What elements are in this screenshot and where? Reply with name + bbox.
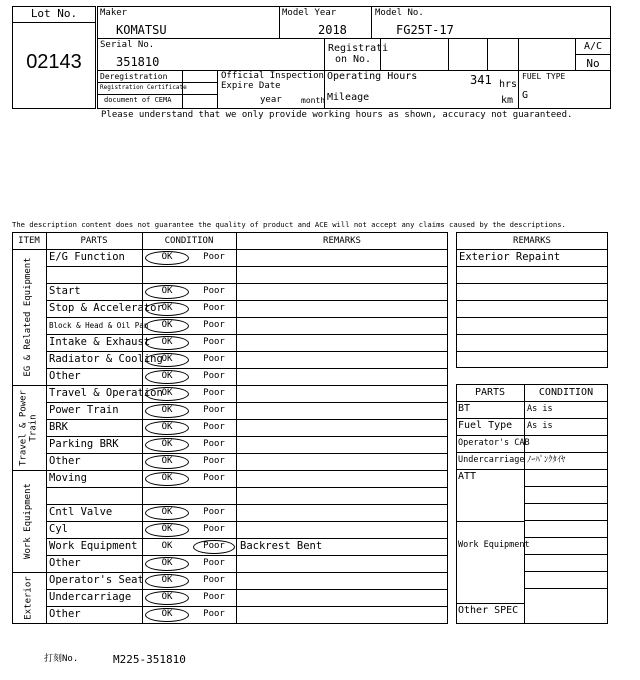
year-label: year [260, 95, 282, 105]
ok-selected-circle [145, 421, 189, 435]
remarks-header: REMARKS [323, 236, 361, 246]
parts-table-part: Work Equipment [458, 540, 530, 550]
part-label: Block & Head & Oil Pan [49, 321, 149, 330]
ok-selected-circle [145, 574, 189, 588]
part-label: Intake & Exhaust [49, 336, 151, 348]
group-label: Work Equipment [23, 483, 34, 559]
stamp-no-value: M225-351810 [113, 653, 186, 666]
parts-table-part: BT [458, 403, 471, 414]
poor-selected-circle [193, 540, 235, 554]
parts-table-part: Operator's CAB [458, 438, 530, 448]
part-label: Moving [49, 472, 87, 484]
part-label: Other [49, 608, 81, 620]
condition-header: CONDITION [164, 236, 214, 246]
ok-option[interactable]: OK [161, 303, 173, 313]
part-label: Other [49, 370, 81, 382]
part-label: Radiator & Cooling [49, 353, 163, 365]
inspection-label: Official Inspection Expire Date [221, 71, 324, 91]
part-label: Cyl [49, 523, 68, 535]
poor-option[interactable]: Poor [203, 371, 225, 381]
disclaimer: The description content does not guarantee the quality of product and ACE will not accept any claims caused by the descriptions. [12, 220, 566, 229]
part-label: E/G Function [49, 251, 125, 263]
poor-option[interactable]: Poor [203, 388, 225, 398]
part-label: Parking BRK [49, 438, 119, 450]
group-label: Exterior [23, 575, 34, 620]
parts-table-part: Undercarriage [458, 455, 525, 465]
parts-header: PARTS [80, 236, 108, 246]
poor-option[interactable]: Poor [203, 456, 225, 466]
parts-table-part: ATT [458, 471, 477, 482]
ok-selected-circle [145, 438, 189, 452]
poor-option[interactable]: Poor [203, 252, 225, 262]
ok-option[interactable]: OK [161, 558, 173, 568]
registration-certificate-label: Registration Certificate [100, 84, 187, 91]
parts-table-condition-header: CONDITION [538, 387, 594, 398]
model-no-label: Model No. [375, 8, 424, 18]
accuracy-note: Please understand that we only provide working hours as shown, accuracy not guaranteed. [101, 110, 573, 120]
serial-value: 351810 [116, 55, 160, 69]
hours-value: 341 [470, 73, 492, 87]
part-label: Other [49, 455, 81, 467]
poor-option[interactable]: Poor [203, 541, 225, 551]
poor-option[interactable]: Poor [203, 286, 225, 296]
registration-label: Registrati on No. [328, 43, 389, 65]
ok-option[interactable]: OK [161, 354, 173, 364]
deregistration-label: Deregistration [100, 72, 168, 81]
poor-option[interactable]: Poor [203, 507, 225, 517]
group-label: EG & Related Equipment [23, 257, 34, 377]
ok-selected-circle [145, 472, 189, 486]
poor-option[interactable]: Poor [203, 558, 225, 568]
serial-label: Serial No. [100, 40, 155, 50]
parts-table-condition: As is [527, 421, 553, 431]
mileage-label: Mileage [327, 92, 370, 103]
ok-selected-circle [145, 319, 189, 333]
ok-selected-circle [145, 285, 189, 299]
ok-option[interactable]: OK [161, 388, 173, 398]
ok-selected-circle [145, 336, 189, 350]
poor-option[interactable]: Poor [203, 473, 225, 483]
ok-option[interactable]: OK [161, 320, 173, 330]
part-label: Travel & Operation [49, 387, 163, 399]
ok-option[interactable]: OK [161, 439, 173, 449]
group-label: Travel & Power Train [18, 389, 38, 466]
ac-label: A/C [583, 41, 603, 52]
ok-selected-circle [145, 302, 189, 316]
fuel-type-label: FUEL TYPE [522, 72, 566, 81]
ok-option[interactable]: OK [161, 371, 173, 381]
part-label: BRK [49, 421, 68, 433]
maker-value: KOMATSU [116, 23, 167, 37]
ok-selected-circle [145, 404, 189, 418]
part-label: Operator's Seat [49, 574, 144, 586]
ok-option[interactable]: OK [161, 592, 173, 602]
ac-value: No [586, 57, 600, 70]
remark-text: Backrest Bent [240, 540, 323, 552]
parts-table-part: Fuel Type [458, 420, 513, 431]
ok-option[interactable]: OK [161, 524, 173, 534]
ok-selected-circle [145, 387, 189, 401]
km-unit: km [501, 95, 514, 106]
parts-table-part: Other SPEC [458, 605, 519, 616]
ok-option[interactable]: OK [161, 286, 173, 296]
ok-selected-circle [145, 608, 189, 622]
ok-selected-circle [145, 353, 189, 367]
poor-option[interactable]: Poor [203, 439, 225, 449]
model-year-value: 2018 [318, 23, 347, 37]
ok-selected-circle [145, 523, 189, 537]
ok-option[interactable]: OK [161, 422, 173, 432]
ok-option[interactable]: OK [161, 456, 173, 466]
ok-option[interactable]: OK [161, 252, 173, 262]
ok-selected-circle [145, 251, 189, 265]
parts-table-condition: As is [527, 404, 553, 414]
ok-option[interactable]: OK [161, 507, 173, 517]
stamp-no-label: 打刻No. [44, 654, 79, 664]
poor-option[interactable]: Poor [203, 422, 225, 432]
part-label: Stop & Accelerator [49, 302, 163, 314]
part-label: Cntl Valve [49, 506, 113, 518]
remarks-row: Exterior Repaint [459, 251, 561, 263]
poor-option[interactable]: Poor [203, 524, 225, 534]
fuel-type-value: G [522, 90, 529, 101]
cema-document-label: document of CEMA [104, 96, 172, 104]
item-header: ITEM [18, 236, 40, 246]
hrs-unit: hrs [499, 79, 518, 90]
ok-option[interactable]: OK [161, 575, 173, 585]
ok-option[interactable]: OK [161, 405, 173, 415]
operating-hours-label: Operating Hours [327, 71, 418, 82]
ok-selected-circle [145, 370, 189, 384]
model-year-label: Model Year [282, 8, 337, 18]
ok-selected-circle [145, 591, 189, 605]
ok-selected-circle [145, 506, 189, 520]
ok-option[interactable]: OK [161, 609, 173, 619]
parts-table-condition: ﾉｰﾊﾟﾝｸﾀｲﾔ [527, 455, 566, 465]
poor-option[interactable]: Poor [203, 320, 225, 330]
lot-label: Lot No. [30, 7, 78, 20]
poor-option[interactable]: Poor [203, 303, 225, 313]
poor-option[interactable]: Poor [203, 354, 225, 364]
model-no-value: FG25T-17 [396, 23, 454, 37]
part-label: Start [49, 285, 81, 297]
poor-option[interactable]: Poor [203, 609, 225, 619]
ok-option[interactable]: OK [161, 473, 173, 483]
ok-option[interactable]: OK [161, 337, 173, 347]
remarks-table-header: REMARKS [513, 236, 551, 246]
part-label: Other [49, 557, 81, 569]
poor-option[interactable]: Poor [203, 405, 225, 415]
ok-selected-circle [145, 557, 189, 571]
poor-option[interactable]: Poor [203, 592, 225, 602]
lot-number: 02143 [26, 51, 82, 73]
part-label: Power Train [49, 404, 119, 416]
month-label: month [301, 96, 326, 105]
maker-label: Maker [100, 8, 128, 18]
part-label: Undercarriage [49, 591, 132, 603]
ok-selected-circle [145, 455, 189, 469]
poor-option[interactable]: Poor [203, 575, 225, 585]
ok-option[interactable]: OK [161, 541, 173, 551]
poor-option[interactable]: Poor [203, 337, 225, 347]
part-label: Work Equipment [49, 540, 138, 552]
parts-table-parts-header: PARTS [474, 387, 506, 398]
